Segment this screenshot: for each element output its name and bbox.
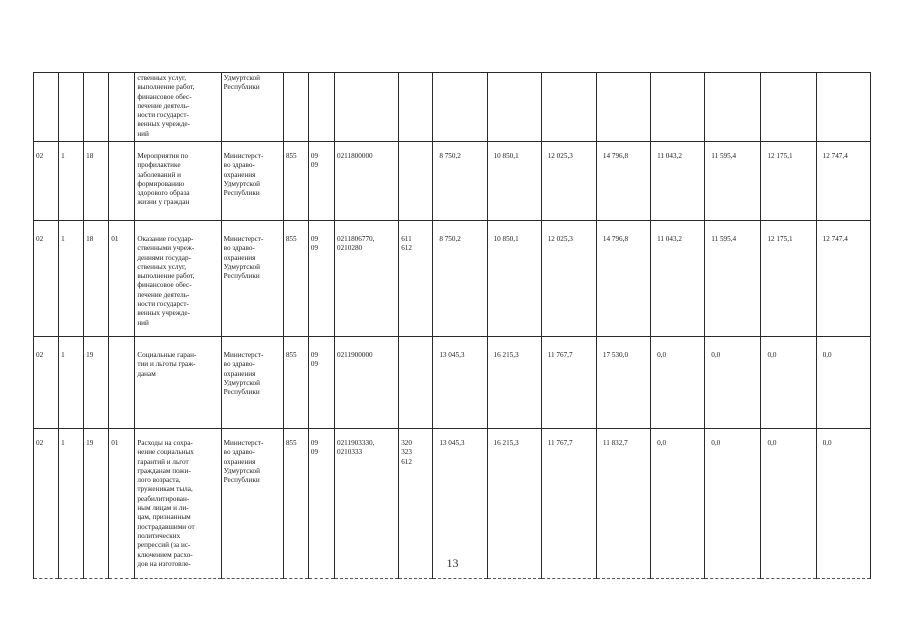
expense-type-cell <box>399 337 433 429</box>
responsible-org-cell: Министерст- во здраво- охранения Удмуртской Республики <box>221 429 283 579</box>
amount-cell: 0,0 <box>761 337 816 429</box>
amount-cell <box>651 73 705 142</box>
event-name-cell: Оказание государ- ственными учреж- дениями государ- ственных услуг, выполнение работ, финансовое обес- печение деятель- ности государст- венных учрежде- ний <box>135 221 221 337</box>
amount-cell <box>541 73 596 142</box>
subprogram-code-cell: 1 <box>59 142 84 221</box>
amount-cell: 8 750,2 <box>433 142 487 221</box>
amount-cell: 10 850,1 <box>487 221 541 337</box>
expense-type-cell: 611 612 <box>399 221 433 337</box>
program-code-cell <box>34 73 59 142</box>
amount-cell: 0,0 <box>651 337 705 429</box>
subevent-code-cell <box>109 73 135 142</box>
amount-cell: 0,0 <box>705 337 761 429</box>
grbs-code-cell: 855 <box>283 337 308 429</box>
amount-cell: 12 025,3 <box>541 221 596 337</box>
amount-cell: 11 043,2 <box>651 142 705 221</box>
amount-cell: 0,0 <box>761 429 816 579</box>
amount-cell: 11 595,4 <box>705 142 761 221</box>
subevent-code-cell: 01 <box>109 429 135 579</box>
section-code-cell: 09 09 <box>308 142 334 221</box>
amount-cell: 0,0 <box>705 429 761 579</box>
amount-cell: 14 796,8 <box>596 221 650 337</box>
amount-cell: 11 767,7 <box>541 429 596 579</box>
amount-cell: 0,0 <box>651 429 705 579</box>
amount-cell: 12 175,1 <box>761 142 816 221</box>
event-code-cell: 18 <box>84 142 109 221</box>
event-code-cell: 18 <box>84 221 109 337</box>
event-code-cell <box>84 73 109 142</box>
event-name-cell: Расходы на сохра- нение социальных гарантий и льгот гражданам пожи- лого возраста, труженикам тыла, реабилитирован- ным лицам и ли- цам, признанным пострадавшими от политических репрессий (за ис- ключением расхо- дов на изготовле- <box>135 429 221 579</box>
subevent-code-cell <box>109 142 135 221</box>
amount-cell: 13 045,3 <box>433 429 487 579</box>
page-number: 13 <box>446 556 459 570</box>
grbs-code-cell: 855 <box>283 142 308 221</box>
amount-cell: 11 832,7 <box>596 429 650 579</box>
target-article-cell: 0211900000 <box>334 337 398 429</box>
amount-cell: 11 767,7 <box>541 337 596 429</box>
subevent-code-cell <box>109 337 135 429</box>
table-row <box>34 337 871 429</box>
amount-cell <box>816 73 870 142</box>
responsible-org-cell: Министерст- во здраво- охранения Удмуртской Республики <box>221 142 283 221</box>
grbs-code-cell <box>283 73 308 142</box>
event-code-cell: 19 <box>84 429 109 579</box>
event-code-cell: 19 <box>84 337 109 429</box>
amount-cell: 12 747,4 <box>816 142 870 221</box>
subprogram-code-cell: 1 <box>59 337 84 429</box>
expense-type-cell: 320 323 612 <box>399 429 433 579</box>
budget-table <box>33 72 871 579</box>
expense-type-cell <box>399 73 433 142</box>
event-name-cell: ственных услуг, выполнение работ, финансовое обес- печение деятель- ности государст- венных учрежде- ний <box>135 73 221 142</box>
section-code-cell: 09 09 <box>308 429 334 579</box>
program-code-cell: 02 <box>34 142 59 221</box>
amount-cell <box>761 73 816 142</box>
amount-cell: 12 747,4 <box>816 221 870 337</box>
responsible-org-cell: Удмуртской Республики <box>221 73 283 142</box>
amount-cell: 12 025,3 <box>541 142 596 221</box>
amount-cell: 11 595,4 <box>705 221 761 337</box>
grbs-code-cell: 855 <box>283 429 308 579</box>
amount-cell: 16 215,3 <box>487 337 541 429</box>
program-code-cell: 02 <box>34 221 59 337</box>
expense-type-cell <box>399 142 433 221</box>
subprogram-code-cell: 1 <box>59 221 84 337</box>
responsible-org-cell: Министерст- во здраво- охранения Удмуртской Республики <box>221 221 283 337</box>
target-article-cell: 0211800000 <box>334 142 398 221</box>
event-name-cell: Мероприятия по профилактике заболеваний и формированию здорового образа жизни у граждан <box>135 142 221 221</box>
target-article-cell <box>334 73 398 142</box>
section-code-cell <box>308 73 334 142</box>
amount-cell <box>487 73 541 142</box>
amount-cell: 10 850,1 <box>487 142 541 221</box>
responsible-org-cell: Министерст- во здраво- охранения Удмуртской Республики <box>221 337 283 429</box>
amount-cell: 8 750,2 <box>433 221 487 337</box>
amount-cell <box>705 73 761 142</box>
grbs-code-cell: 855 <box>283 221 308 337</box>
amount-cell: 11 043,2 <box>651 221 705 337</box>
target-article-cell: 0211903330, 0210333 <box>334 429 398 579</box>
table-row <box>34 221 871 337</box>
amount-cell <box>596 73 650 142</box>
subprogram-code-cell: 1 <box>59 429 84 579</box>
amount-cell: 0,0 <box>816 337 870 429</box>
subevent-code-cell: 01 <box>109 221 135 337</box>
target-article-cell: 0211806770, 0210280 <box>334 221 398 337</box>
subprogram-code-cell <box>59 73 84 142</box>
amount-cell: 16 215,3 <box>487 429 541 579</box>
event-name-cell: Социальные гаран- тии и льготы граж- данам <box>135 337 221 429</box>
amount-cell: 0,0 <box>816 429 870 579</box>
amount-cell: 17 530,0 <box>596 337 650 429</box>
program-code-cell: 02 <box>34 429 59 579</box>
program-code-cell: 02 <box>34 337 59 429</box>
amount-cell: 14 796,8 <box>596 142 650 221</box>
amount-cell <box>433 73 487 142</box>
section-code-cell: 09 09 <box>308 221 334 337</box>
amount-cell: 13 045,3 <box>433 337 487 429</box>
table-row <box>34 142 871 221</box>
amount-cell: 12 175,1 <box>761 221 816 337</box>
section-code-cell: 09 09 <box>308 337 334 429</box>
table-row <box>34 73 871 142</box>
